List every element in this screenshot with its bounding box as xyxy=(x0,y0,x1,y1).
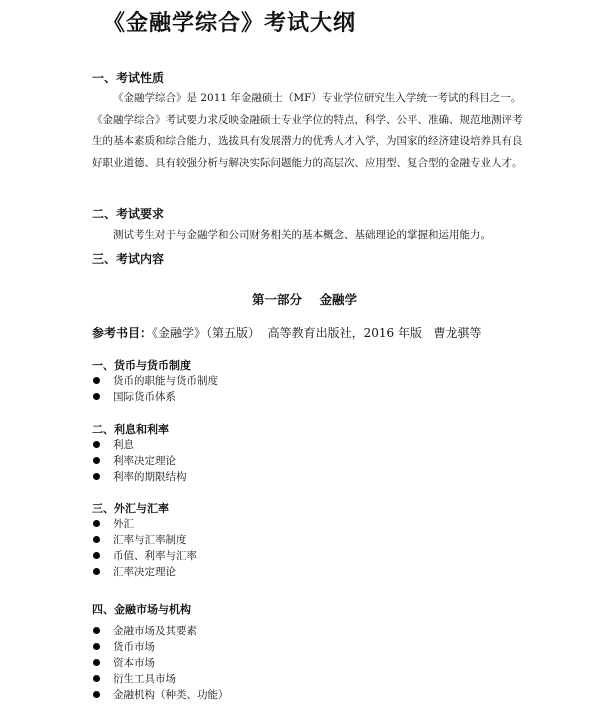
reference-text: 《金融学》（第五版） 高等教育出版社，2016 年版 曹龙骐等 xyxy=(152,326,482,340)
list-item: 资本市场 xyxy=(92,654,155,670)
bullet-icon xyxy=(93,659,100,666)
chapter-title: 一、货币与货币制度 xyxy=(92,359,191,372)
bullet-icon xyxy=(93,627,100,634)
bullet-icon xyxy=(93,377,100,384)
list-item: 汇率决定理论 xyxy=(92,563,176,579)
bullet-icon xyxy=(93,691,100,698)
list-item: 金融市场及其要素 xyxy=(92,622,197,638)
bullet-icon xyxy=(93,473,100,480)
list-item: 衍生工具市场 xyxy=(92,670,176,686)
bullet-icon xyxy=(93,675,100,682)
bullet-icon xyxy=(93,393,100,400)
chapter-title: 二、利息和利率 xyxy=(92,423,169,436)
section-heading-requirements: 二、考试要求 xyxy=(92,207,165,221)
reference-label: 参考书目： xyxy=(92,326,153,340)
section-paragraph-nature: 《金融学综合》是 2011 年金融硕士（MF）专业学位研究生入学统一考试的科目之一。《金融学综合》考试要力求反映金融硕士专业学位的特点，科学、公平、准确、规范地测评考生的基本素质和综合能力，选拔具有发展潜力的优秀人才入学，为国家的经济建设培养具有良好职业道德、具有较强分析与解决实际问题能力的高层次、应用型、复合型的金融专业人才。 xyxy=(92,92,523,169)
bullet-icon xyxy=(93,552,100,559)
list-item: 汇率与汇率制度 xyxy=(92,531,187,547)
list-item: 国际货币体系 xyxy=(92,388,176,404)
section-heading-nature: 一、考试性质 xyxy=(92,71,165,85)
list-item: 利率决定理论 xyxy=(92,452,176,468)
part-heading: 第一部分 金融学 xyxy=(252,292,357,307)
bullet-icon xyxy=(93,643,100,650)
bullet-icon xyxy=(93,568,100,575)
document-title: 《金融学综合》考试大纲 xyxy=(103,11,357,36)
list-item: 币值、利率与汇率 xyxy=(92,547,197,563)
bullet-icon xyxy=(93,441,100,448)
section-paragraph-requirements: 测试考生对于与金融学和公司财务相关的基本概念、基础理论的掌握和运用能力。 xyxy=(113,229,491,241)
list-item: 货币市场 xyxy=(92,638,155,654)
chapter-title: 三、外汇与汇率 xyxy=(92,502,169,515)
list-item: 金融机构（种类、功能） xyxy=(92,686,229,702)
section-heading-content: 三、考试内容 xyxy=(92,252,165,266)
list-item: 货币的职能与货币制度 xyxy=(92,372,218,388)
list-item: 利息 xyxy=(92,436,134,452)
list-item: 外汇 xyxy=(92,515,134,531)
bullet-icon xyxy=(93,457,100,464)
chapter-title: 四、金融市场与机构 xyxy=(92,603,191,616)
bullet-icon xyxy=(93,520,100,527)
list-item: 利率的期限结构 xyxy=(92,468,187,484)
reference-line xyxy=(92,324,481,341)
bullet-icon xyxy=(93,536,100,543)
